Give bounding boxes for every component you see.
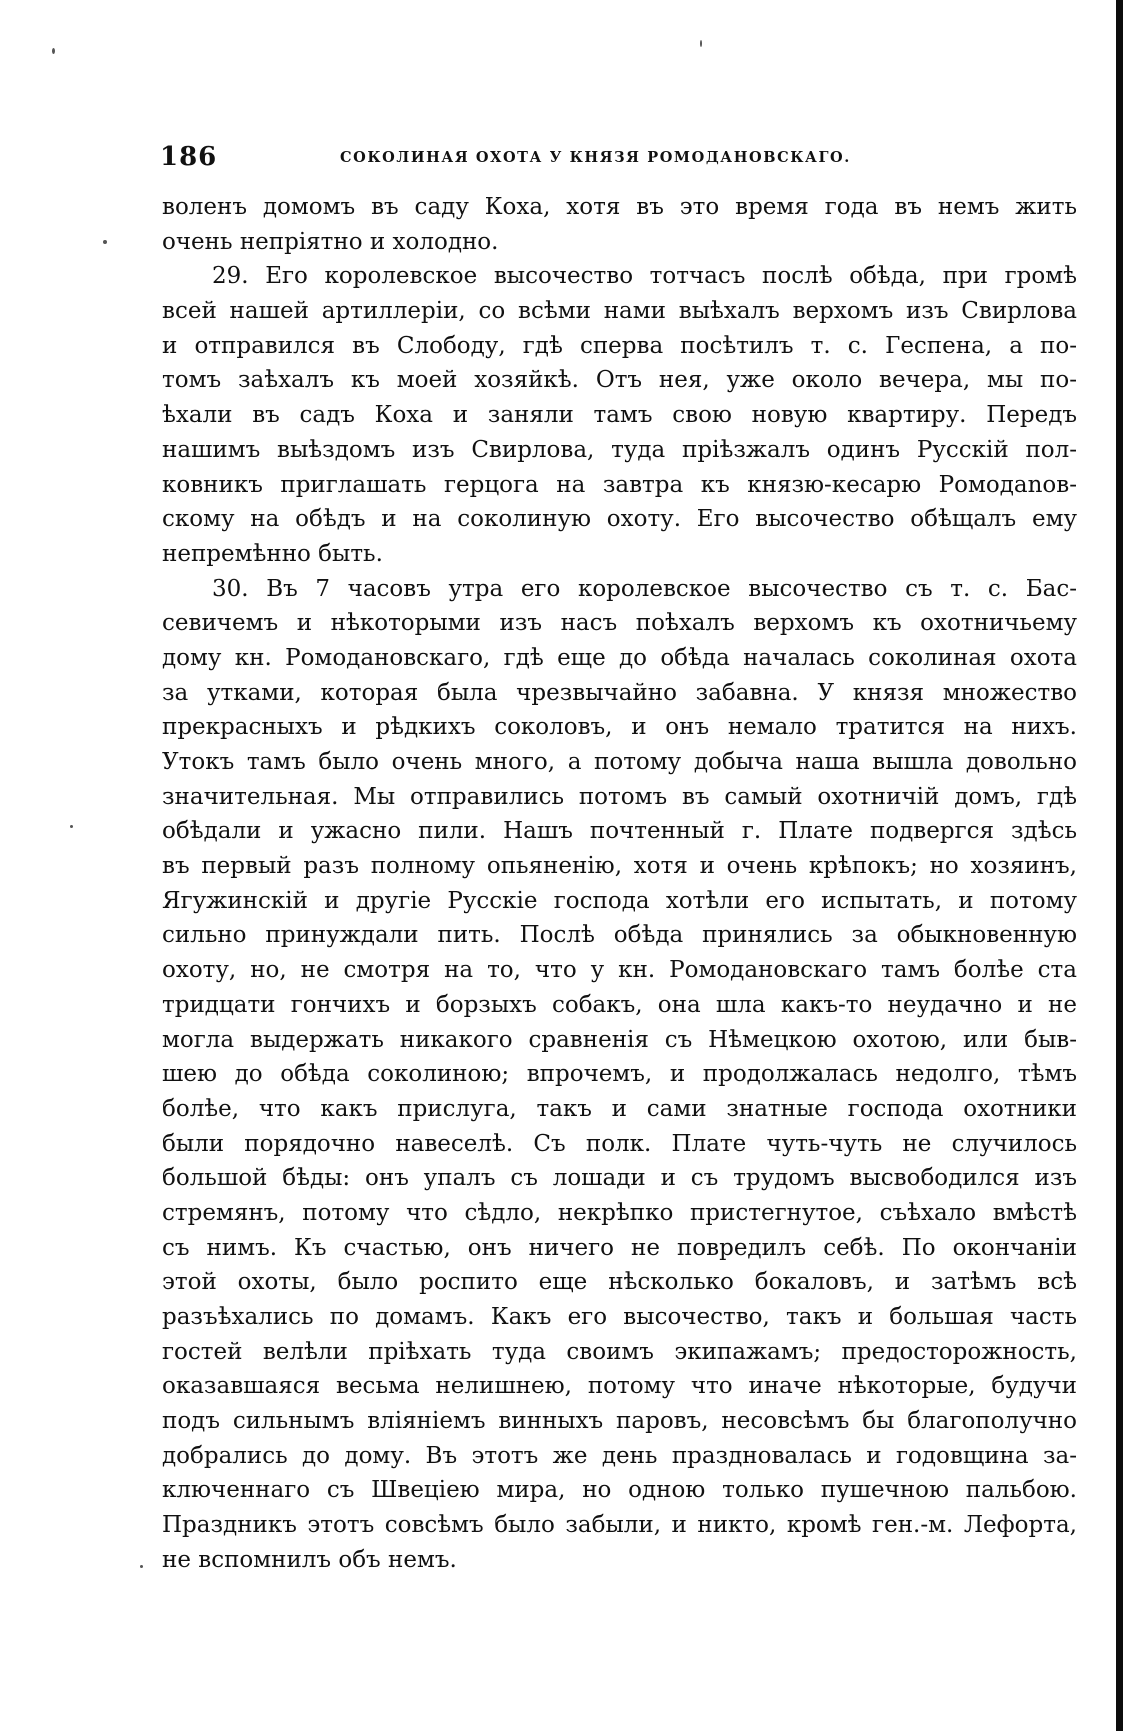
scan-speck [103,240,107,244]
text-line: ключеннаго съ Швеціею мира, но одною только пушечною пальбою. [162,1477,1077,1504]
text-line: большой бѣды: онъ упалъ съ лошади и съ трудомъ высвободился изъ [162,1165,1077,1192]
text-line: скому на обѣдъ и на соколиную охоту. Его высочество обѣщалъ ему [162,506,1077,533]
text-line: гостей велѣли пріѣхать туда своимъ экипажамъ; предосторожность, [162,1338,1077,1365]
scan-speck [52,48,55,54]
text-line: тридцати гончихъ и борзыхъ собакъ, она шла какъ-то неудачно и не [162,991,1077,1018]
text-line: добрались до дому. Въ этотъ же день праздновалась и годовщина за- [162,1442,1077,1469]
text-line: значительная. Мы отправились потомъ въ самый охотничій домъ, гдѣ [162,783,1077,810]
text-line: оказавшаяся весьма нелишнею, потому что иначе нѣкоторые, будучи [162,1373,1077,1400]
scan-speck [700,40,702,47]
text-line: были порядочно навеселѣ. Съ полк. Плате чуть-чуть не случилось [162,1130,1077,1157]
text-line: севичемъ и нѣкоторыми изъ насъ поѣхалъ верхомъ къ охотничьему [162,610,1077,637]
text-line: могла выдержать никакого сравненія съ Нѣмецкою охотою, или быв- [162,1026,1077,1053]
scan-speck [140,1565,143,1568]
text-line: Праздникъ этотъ совсѣмъ было забыли, и никто, кромѣ ген.-м. Лефорта, [162,1512,1077,1539]
text-line: не вспомнилъ объ немъ. [162,1546,457,1573]
text-line: томъ заѣхалъ къ моей хозяйкѣ. Отъ нея, уже около вечера, мы по- [162,367,1077,394]
text-line: за утками, которая была чрезвычайно забавна. У князя множество [162,679,1077,706]
scan-speck [70,825,73,828]
text-line: нашимъ выѣздомъ изъ Свирлова, туда пріѣзжалъ одинъ Русскій пол- [162,436,1077,463]
text-line: шею до обѣда соколиною; впрочемъ, и продолжалась недолго, тѣмъ [162,1061,1077,1088]
page-number: 186 [160,142,218,172]
text-line: воленъ домомъ въ саду Коха, хотя въ это время года въ немъ жить [162,194,1077,220]
text-line: подъ сильнымъ вліяніемъ винныхъ паровъ, несовсѣмъ бы благополучно [162,1408,1077,1435]
running-title: СОКОЛИНАЯ ОХОТА У КНЯЗЯ РОМОДАНОВСКАГО. [340,149,851,166]
text-line: разъѣхались по домамъ. Какъ его высочество, такъ и большая часть [162,1304,1077,1330]
text-line: непремѣнно быть. [162,540,383,567]
text-line: 30. Въ 7 часовъ утра его королевское высочество съ т. с. Бас- [212,575,1077,602]
text-line: ѣхали въ садъ Коха и заняли тамъ свою новую квартиру. Передъ [162,402,1077,429]
text-line: этой охоты, было роспито еще нѣсколько бокаловъ, и затѣмъ всѣ [162,1269,1077,1296]
text-line: дому кн. Ромодановскаго, гдѣ еще до обѣда началась соколиная охота [162,644,1077,671]
text-line: очень непріятно и холодно. [162,228,499,255]
text-line: Утокъ тамъ было очень много, а потому добыча наша вышла довольно [162,749,1077,775]
text-line: прекрасныхъ и рѣдкихъ соколовъ, и онъ немало тратится на нихъ. [162,714,1077,741]
text-line: въ первый разъ полному опьяненію, хотя и очень крѣпокъ; но хозяинъ, [162,853,1077,880]
text-line: охоту, но, не смотря на то, что у кн. Ромодановскаго тамъ болѣе ста [162,957,1077,984]
text-line: съ нимъ. Къ счастью, онъ ничего не повредилъ себѣ. По окончаніи [162,1234,1077,1261]
text-line: и отправился въ Слободу, гдѣ сперва посѣтилъ т. с. Геспена, а по- [162,332,1077,359]
page-edge-rule [1116,0,1123,1731]
text-line: Ягужинскій и другіе Русскіе господа хотѣли его испытать, и потому [162,887,1077,914]
text-line: 29. Его королевское высочество тотчасъ послѣ обѣда, при громѣ [212,263,1077,290]
page-header [160,140,1090,180]
text-line: стремянъ, потому что сѣдло, некрѣпко пристегнутое, съѣхало вмѣстѣ [162,1199,1077,1226]
body-text [162,190,1077,1578]
text-line: сильно принуждали пить. Послѣ обѣда принялись за обыкновенную [162,922,1077,949]
text-line: болѣе, что какъ прислуга, такъ и сами знатные господа охотники [162,1095,1077,1122]
text-line: обѣдали и ужасно пили. Нашъ почтенный г. Плате подвергся здѣсь [162,818,1077,845]
text-line: всей нашей артиллеріи, со всѣми нами выѣхалъ верхомъ изъ Свирлова [162,298,1077,325]
text-line: ковникъ приглашать герцога на завтра къ князю-кесарю Ромодanов- [162,471,1077,498]
